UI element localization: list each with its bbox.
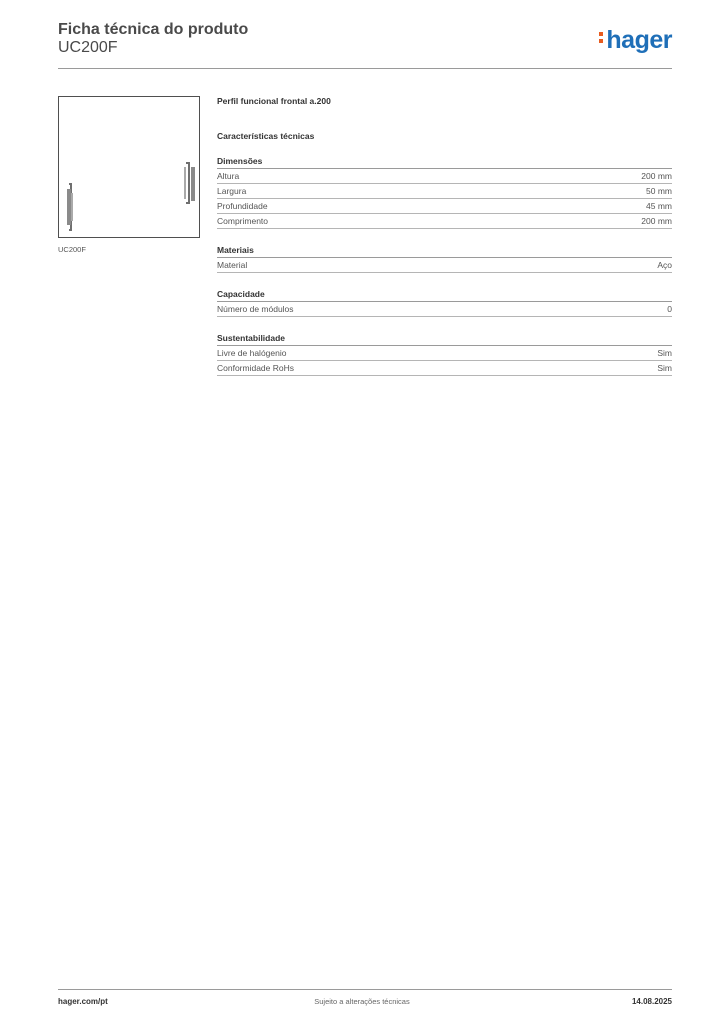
spec-label: Livre de halógenio	[217, 348, 287, 358]
spec-value: 45 mm	[646, 201, 672, 211]
footer-date: 14.08.2025	[631, 997, 672, 1006]
spec-row	[217, 199, 672, 214]
section-sustainability	[217, 333, 672, 376]
section-title: Sustentabilidade	[217, 333, 672, 346]
footer-website-link[interactable]: hager.com/pt	[58, 997, 108, 1006]
spec-row	[217, 346, 672, 361]
spec-value: 200 mm	[641, 171, 672, 181]
spec-value: Sim	[657, 348, 672, 358]
header-divider	[58, 68, 672, 69]
spec-row	[217, 214, 672, 229]
spec-row	[217, 169, 672, 184]
functional-profile-icon	[59, 97, 199, 237]
spec-label: Altura	[217, 171, 240, 181]
spec-row	[217, 361, 672, 376]
product-name: Perfil funcional frontal a.200	[217, 96, 331, 106]
section-materials	[217, 245, 672, 273]
spec-value: 0	[667, 304, 672, 314]
product-code: UC200F	[58, 39, 118, 56]
section-title: Dimensões	[217, 156, 672, 169]
spec-label: Conformidade RoHs	[217, 363, 295, 373]
hager-logo[interactable]	[599, 28, 672, 53]
page-title: Ficha técnica do produto	[58, 21, 249, 38]
spec-row	[217, 302, 672, 317]
section-dimensions	[217, 156, 672, 229]
product-image	[58, 96, 200, 238]
spec-label: Largura	[217, 186, 247, 196]
footer-note: Sujeito a alterações técnicas	[314, 997, 410, 1006]
section-capacity	[217, 289, 672, 317]
spec-label: Comprimento	[217, 216, 269, 226]
spec-label: Profundidade	[217, 201, 268, 211]
spec-row	[217, 258, 672, 273]
spec-label: Material	[217, 260, 248, 270]
section-title: Materiais	[217, 245, 672, 258]
section-title: Capacidade	[217, 289, 672, 302]
spec-label: Número de módulos	[217, 304, 294, 314]
logo-text: hager	[606, 26, 672, 54]
specifications	[217, 96, 672, 376]
image-caption: UC200F	[58, 245, 86, 254]
spec-row	[217, 184, 672, 199]
tech-characteristics-title: Características técnicas	[217, 131, 315, 141]
logo-dots-icon	[599, 29, 604, 46]
spec-value: Sim	[657, 363, 672, 373]
spec-value: 50 mm	[646, 186, 672, 196]
footer-divider	[58, 989, 672, 990]
spec-value: 200 mm	[641, 216, 672, 226]
spec-value: Aço	[657, 260, 672, 270]
